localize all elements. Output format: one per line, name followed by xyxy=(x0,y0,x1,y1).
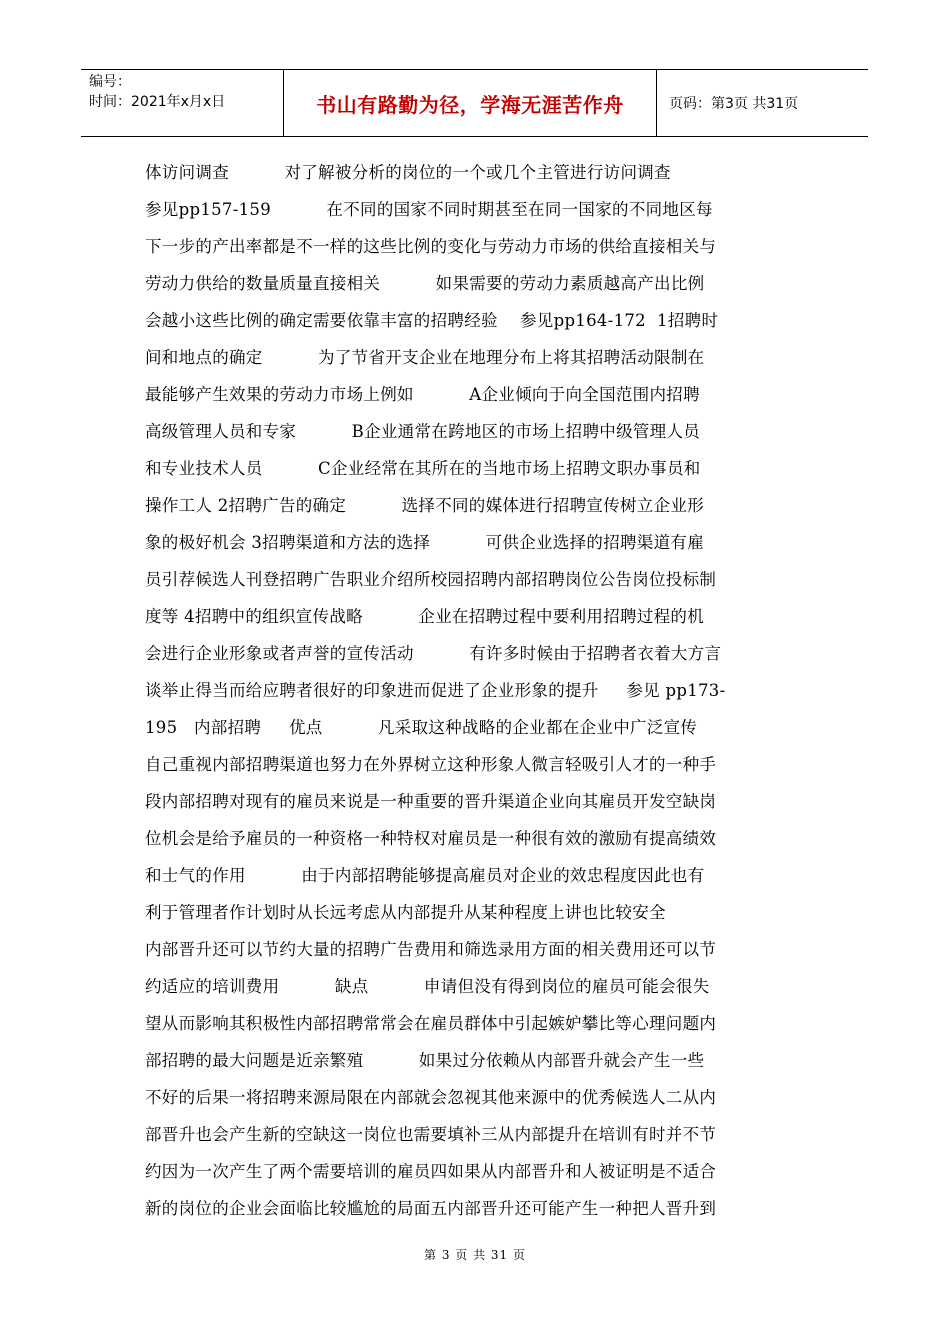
text-line: 利于管理者作计划时从长远考虑从内部提升从某种程度上讲也比较安全 xyxy=(145,903,666,922)
text-line: 望从而影响其积极性内部招聘常常会在雇员群体中引起嫉妒攀比等心理问题内 xyxy=(145,1014,717,1033)
text-line: 部招聘的最大问题是近亲繁殖 如果过分依赖从内部晋升就会产生一些 xyxy=(145,1051,705,1070)
text-line: 约适应的培训费用 缺点 申请但没有得到岗位的雇员可能会很失 xyxy=(145,977,710,996)
text-line: 操作工人 2招聘广告的确定 选择不同的媒体进行招聘宣传树立企业形 xyxy=(145,496,704,515)
page-footer: 第 3 页 共 31 页 xyxy=(424,1248,526,1262)
document-number-label: 编号： xyxy=(89,74,131,90)
text-line: 参见pp157-159 在不同的国家不同时期甚至在同一国家的不同地区每 xyxy=(145,200,713,219)
text-line: 和士气的作用 由于内部招聘能够提高雇员对企业的效忠程度因此也有 xyxy=(145,866,705,885)
header-page-code: 页码：第3页 共31页 xyxy=(669,96,799,112)
text-line: 下一步的产出率都是不一样的这些比例的变化与劳动力市场的供给直接相关与 xyxy=(145,237,717,256)
text-line: 段内部招聘对现有的雇员来说是一种重要的晋升渠道企业向其雇员开发空缺岗 xyxy=(145,792,717,811)
text-line: 会越小这些比例的确定需要依靠丰富的招聘经验 参见pp164-172 1招聘时 xyxy=(145,311,719,330)
text-line: 象的极好机会 3招聘渠道和方法的选择 可供企业选择的招聘渠道有雇 xyxy=(145,533,704,552)
text-line: 内部晋升还可以节约大量的招聘广告费用和筛选录用方面的相关费用还可以节 xyxy=(145,940,717,959)
text-line: 195 内部招聘 优点 凡采取这种战略的企业都在企业中广泛宣传 xyxy=(145,718,698,737)
text-line: 会进行企业形象或者声誉的宣传活动 有许多时候由于招聘者衣着大方言 xyxy=(145,644,722,663)
document-time-label: 时间：2021年x月x日 xyxy=(89,94,226,110)
text-line: 劳动力供给的数量质量直接相关 如果需要的劳动力素质越高产出比例 xyxy=(145,274,705,293)
text-line: 体访问调查 对了解被分析的岗位的一个或几个主管进行访问调查 xyxy=(145,163,671,182)
header-motto: 书山有路勤为径，学海无涯苦作舟 xyxy=(283,70,657,136)
text-line: 度等 4招聘中的组织宣传战略 企业在招聘过程中要利用招聘过程的机 xyxy=(145,607,704,626)
text-line: 位机会是给予雇员的一种资格一种特权对雇员是一种很有效的激励有提高绩效 xyxy=(145,829,717,848)
text-line: 约因为一次产生了两个需要培训的雇员四如果从内部晋升和人被证明是不适合 xyxy=(145,1162,717,1181)
text-line: 新的岗位的企业会面临比较尴尬的局面五内部晋升还可能产生一种把人晋升到 xyxy=(145,1199,717,1218)
text-line: 员引荐候选人刊登招聘广告职业介绍所校园招聘内部招聘岗位公告岗位投标制 xyxy=(145,570,717,589)
text-line: 部晋升也会产生新的空缺这一岗位也需要填补三从内部提升在培训有时并不节 xyxy=(145,1125,717,1144)
text-line: 最能够产生效果的劳动力市场上例如 A企业倾向于向全国范围内招聘 xyxy=(145,385,700,404)
text-line: 间和地点的确定 为了节省开支企业在地理分布上将其招聘活动限制在 xyxy=(145,348,705,367)
page-header xyxy=(81,69,868,137)
text-line: 高级管理人员和专家 B企业通常在跨地区的市场上招聘中级管理人员 xyxy=(145,422,701,441)
header-meta xyxy=(81,70,283,136)
document-body xyxy=(145,154,805,1227)
text-line: 自己重视内部招聘渠道也努力在外界树立这种形象人微言轻吸引人才的一种手 xyxy=(145,755,717,774)
text-line: 不好的后果一将招聘来源局限在内部就会忽视其他来源中的优秀候选人二从内 xyxy=(145,1088,717,1107)
text-line: 谈举止得当而给应聘者很好的印象进而促进了企业形象的提升 参见 pp173- xyxy=(145,681,726,700)
text-line: 和专业技术人员 C企业经常在其所在的当地市场上招聘文职办事员和 xyxy=(145,459,701,478)
